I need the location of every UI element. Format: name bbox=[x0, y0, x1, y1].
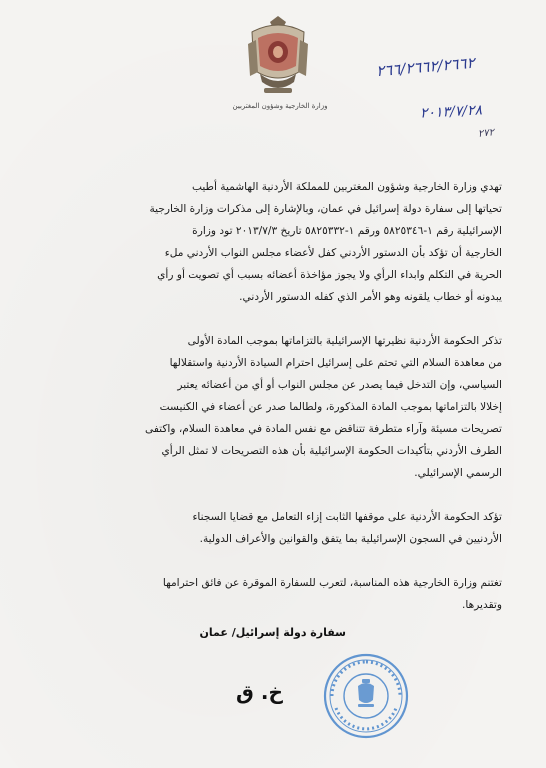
paragraph-prisoners bbox=[40, 506, 502, 550]
paragraph-line: الإسرائيلية رقم ١-٥٨٢٥٣٤٦ ورقم ١-٥٨٢٥٣٣٢ تاريخ ٢٠١٣/٧/٣ تود وزارة bbox=[192, 225, 502, 237]
handwritten-reference-number: ٢٦٦/٢٦٦٢/٢٦٦٢ bbox=[375, 53, 476, 81]
paragraph-line: يبدونه أو خطاب يلقونه وهو الأمر الذي كفله الدستور الأردني. bbox=[239, 291, 502, 303]
paragraph-line: تؤكد الحكومة الأردنية على موقفها الثابت إزاء التعامل مع قضايا السجناء bbox=[192, 511, 502, 523]
ministry-name: وزارة الخارجية وشؤون المغتربين bbox=[232, 102, 328, 110]
ministry-seal-stamp-icon bbox=[322, 652, 410, 740]
paragraph-line: من معاهدة السلام التي تحتم على إسرائيل احترام السيادة الأردنية واستقلالها bbox=[169, 357, 502, 369]
paragraph-line: الخارجية أن تؤكد بأن الدستور الأردني كفل لأعضاء مجلس النواب الأردني ملء bbox=[164, 247, 502, 259]
paragraph-line: الحرية في التكلم وابداء الرأي ولا يجوز مؤاخذة أعضائه بسبب أي تصويت أو رأي bbox=[157, 269, 502, 281]
paragraph-line: وتقديرها. bbox=[462, 599, 502, 611]
paragraph-line: تحياتها إلى سفارة دولة إسرائيل في عمان، وبالإشارة إلى مذكرات وزارة الخارجية bbox=[149, 203, 502, 215]
paragraph-intro bbox=[40, 176, 502, 308]
addressee-line: سفارة دولة إسرائيل/ عمان bbox=[199, 626, 346, 639]
jordan-coat-of-arms-icon bbox=[244, 14, 312, 98]
paragraph-line: تذكر الحكومة الأردنية نظيرتها الإسرائيلية بالتزاماتها بموجب المادة الأولى bbox=[187, 335, 502, 347]
paragraph-closing bbox=[40, 572, 502, 616]
paragraph-line: السياسي، وإن التدخل فيما يصدر عن مجلس النواب أو أي من أعضائه يعتبر bbox=[177, 379, 502, 391]
paragraph-line: الرسمي الإسرائيلي. bbox=[414, 467, 502, 479]
paragraph-line: إخلالا بالتزاماتها بموجب المادة المذكورة، ولطالما صدر عن أعضاء في الكنيست bbox=[159, 401, 502, 413]
paragraph-reminder bbox=[40, 330, 502, 484]
paragraph-line: الأردنيين في السجون الإسرائيلية بما يتفق والقوانين والأعراف الدولية. bbox=[199, 533, 502, 545]
paragraph-line: تهدي وزارة الخارجية وشؤون المغتربين للمملكة الأردنية الهاشمية أطيب bbox=[191, 181, 502, 193]
letter-body bbox=[40, 176, 502, 638]
paragraph-line: الطرف الأردني بتأكيدات الحكومة الإسرائيلية بأن هذه التصريحات لا تمثل الرأي bbox=[161, 445, 502, 457]
signature-initials: خ. ق bbox=[236, 680, 283, 704]
handwritten-mark: ٢٧٢ bbox=[477, 127, 495, 140]
paragraph-line: تغتنم وزارة الخارجية هذه المناسبة، لتعرب للسفارة الموقرة عن فائق احترامها bbox=[162, 577, 502, 589]
handwritten-date: ٢٠١٣/٧/٢٨ bbox=[419, 102, 483, 122]
paragraph-line: تصريحات مسيئة وآراء متطرفة تتناقض مع نفس المادة في معاهدة السلام، واكتفى bbox=[144, 423, 502, 435]
